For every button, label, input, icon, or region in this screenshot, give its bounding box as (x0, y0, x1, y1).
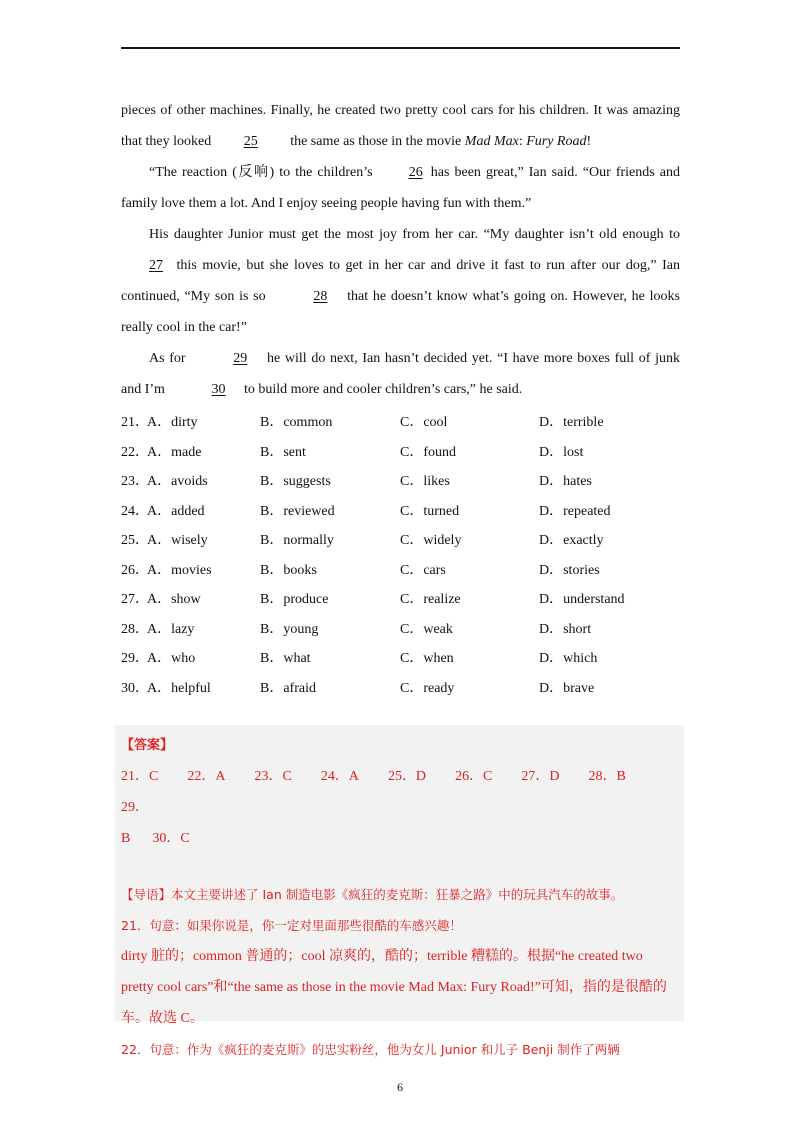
option-row: 22． A．made B．sent C．found D．lost (121, 444, 584, 460)
option-row: 23． A．avoids B．suggests C．likes D．hates (121, 474, 592, 489)
option-row: 24． A．added B．reviewed C．turned D．repeated (121, 503, 611, 519)
option-row: 29． A．who B．what C．when D．which (121, 651, 598, 666)
answer-item: 27．D (521, 769, 560, 784)
blank-29: 29 (233, 351, 248, 366)
option-row: 28． A．lazy B．young C．weak D．short (121, 621, 592, 637)
answer-section (115, 725, 684, 1057)
blank-25: 25 (243, 134, 258, 149)
answer-tag: 【答案】 (121, 738, 174, 753)
answer-item: 24．A (320, 769, 359, 784)
answer-item: 29． (121, 800, 149, 815)
q22-translation: 22．句意：作为《疯狂的麦克斯》的忠实粉丝，他为女儿 Junior 和儿子 Benji 制作了两辆 (121, 1042, 620, 1057)
passage-paragraph-4: As for 29 he will do next, Ian hasn’t decided yet. “I have more boxes full of junk and I’m 30 to build more and cooler children’s cars,” he said. (121, 343, 680, 405)
options-list (121, 408, 680, 703)
option-row: 30． A．helpful B．afraid C．ready D．brave (121, 680, 595, 696)
option-row: 27． A．show B．produce C．realize D．understand (121, 592, 625, 607)
blank-30: 30 (211, 382, 226, 397)
blank-28: 28 (313, 289, 328, 304)
option-row: 25． A．wisely B．normally C．widely D．exactly (121, 533, 604, 548)
passage-paragraph-1: pieces of other machines. Finally, he created two pretty cool cars for his children. It was amazing that they looked 25 the same as those in the movie Mad Max: Fury Road! (121, 95, 680, 157)
guide-text: 【导语】本文主要讲述了 Ian 制造电影《疯狂的麦克斯：狂暴之路》中的玩具汽车的故事。 (121, 887, 624, 902)
blank-26: 26 (408, 165, 423, 180)
passage-paragraph-2: “The reaction (反响) to the children’s 26 has been great,” Ian said. “Our friends and family love them a lot. And I enjoy seeing people having fun with them.” (121, 157, 680, 219)
answer-item: 22．A (187, 769, 226, 784)
q21-translation: 21．句意：如果你说是，你一定对里面那些很酷的车感兴趣！ (121, 918, 462, 933)
q21-explanation: pretty cool cars”和“the same as those in the movie Mad Max: Fury Road!”可知，指的是很酷的 (121, 980, 667, 995)
option-row: 26． A．movies B．books C．cars D．stories (121, 562, 600, 578)
answer-item: 25．D (387, 769, 427, 784)
option-row: 21． A．dirty B．common C．cool D．terrible (121, 415, 604, 430)
answer-item: 26．C (455, 769, 493, 784)
answer-item: 23．C (254, 769, 292, 784)
q21-explanation: 车。故选 C。 (121, 1011, 204, 1026)
q21-explanation: dirty 脏的；common 普通的；cool 凉爽的，酷的；terrible 糟糕的。根据“he created two (121, 949, 643, 964)
movie-title: Mad Max (464, 134, 519, 149)
header-rule (121, 47, 680, 49)
passage (121, 95, 680, 405)
passage-paragraph-3: His daughter Junior must get the most joy from her car. “My daughter isn’t old enough to 27 this movie, but she loves to get in her car and drive it fast to run after our dog,” Ian continued, “My son is so 28 that he doesn’t know what’s going on. However, he looks really cool in the car!” (121, 227, 680, 335)
movie-subtitle: Fury Road (526, 134, 587, 149)
answer-key (121, 761, 678, 823)
page-number: 6 (397, 1080, 403, 1094)
answer-key-wrap: B 30．C (121, 831, 190, 846)
answer-item: 28．B (588, 769, 626, 784)
answer-item: 21．C (121, 769, 159, 784)
document-page (121, 95, 680, 703)
blank-27: 27 (149, 258, 163, 273)
